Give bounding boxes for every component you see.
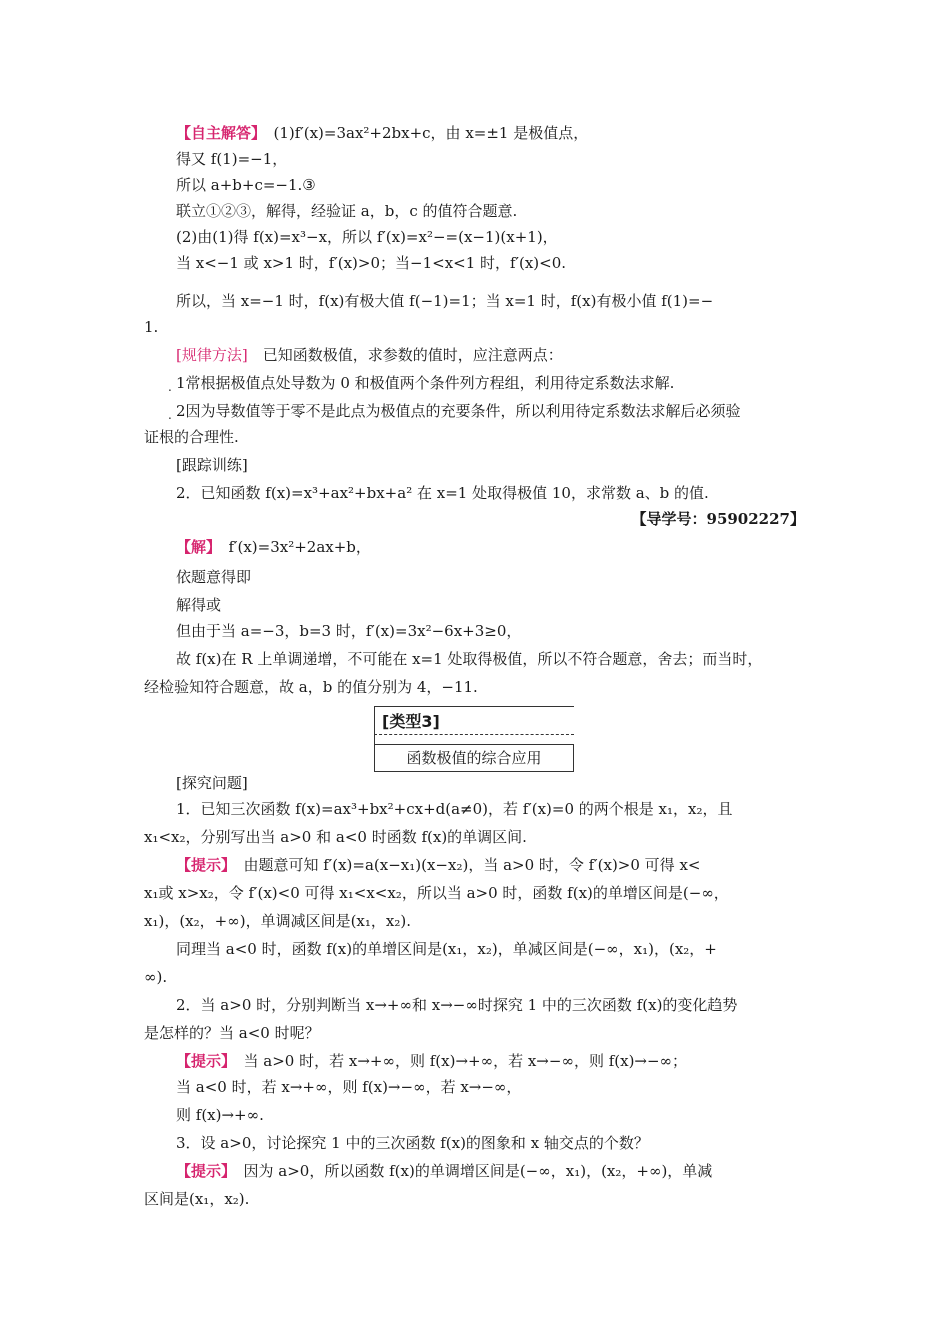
type-box-title: [类型3] bbox=[382, 712, 440, 731]
solution-line-5: (2)由(1)得 f(x)=x³−x，所以 f′(x)=x²−=(x−1)(x+1)， bbox=[176, 228, 558, 246]
method-tag: [规律方法] bbox=[176, 346, 248, 364]
type-box-dashed-line bbox=[374, 734, 574, 735]
explore-q2a: 2．当 a>0 时，分别判断当 x→+∞和 x→−∞时探究 1 中的三次函数 f(x)的变化趋势 bbox=[176, 996, 738, 1014]
solution-line-6: 当 x<−1 或 x>1 时，f′(x)>0；当−1<x<1 时，f′(x)<0. bbox=[176, 254, 567, 272]
method-item-1: 1常根据极值点处导数为 0 和极值两个条件列方程组，利用待定系数法求解. bbox=[176, 374, 675, 392]
type-box-subtitle: 函数极值的综合应用 bbox=[374, 744, 574, 772]
method-line: [规律方法] 已知函数极值，求参数的值时，应注意两点： bbox=[176, 346, 563, 364]
explore-hint-2c: 则 f(x)→+∞. bbox=[176, 1106, 264, 1124]
explore-hint-1b: x₁或 x>x₂，令 f′(x)<0 可得 x₁<x<x₂，所以当 a>0 时，函数 f(x)的单增区间是(−∞， bbox=[144, 884, 729, 902]
guide-number: 【导学号：95902227】 bbox=[631, 510, 805, 528]
explore-hint-3b: 区间是(x₁，x₂). bbox=[144, 1190, 250, 1208]
training-question: 2．已知函数 f(x)=x³+ax²+bx+a² 在 x=1 处取得极值 10，求常数 a、b 的值. bbox=[176, 484, 709, 502]
training-solution-1: 【解】 f′(x)=3x²+2ax+b， bbox=[176, 538, 371, 556]
bullet-dot-1: . bbox=[168, 380, 172, 394]
explore-tag: [探究问题] bbox=[176, 774, 248, 792]
type-box-left-line bbox=[374, 706, 375, 744]
type-box-top-line bbox=[374, 706, 574, 707]
explore-q1b: x₁<x₂，分别写出当 a>0 和 a<0 时函数 f(x)的单调区间. bbox=[144, 828, 527, 846]
solution-line-8: 1. bbox=[144, 318, 159, 336]
method-item-2b: 证根的合理性. bbox=[144, 428, 239, 446]
hint-tag-2: 【提示】 bbox=[176, 1052, 229, 1070]
explore-hint-1a: 【提示】 由题意可知 f′(x)=a(x−x₁)(x−x₂)，当 a>0 时，令 f′(x)>0 可得 x< bbox=[176, 856, 701, 874]
explore-hint-2a: 【提示】 当 a>0 时，若 x→+∞，则 f(x)→+∞，若 x→−∞，则 f(x)→−∞； bbox=[176, 1052, 688, 1070]
method-item-2: 2因为导数值等于零不是此点为极值点的充要条件，所以利用待定系数法求解后必须验 bbox=[176, 402, 741, 420]
training-solution-6: 经检验知符合题意，故 a，b 的值分别为 4，−11. bbox=[144, 678, 478, 696]
explore-hint-1c: x₁)，(x₂，+∞)，单调减区间是(x₁，x₂). bbox=[144, 912, 411, 930]
explore-q2b: 是怎样的？当 a<0 时呢？ bbox=[144, 1024, 320, 1042]
training-solution-3: 解得或 bbox=[176, 596, 222, 614]
explore-hint-1d: 同理当 a<0 时，函数 f(x)的单增区间是(x₁，x₂)，单减区间是(−∞，x₁)，(x₂，+ bbox=[176, 940, 717, 958]
self-solution-tag: 【自主解答】 bbox=[176, 124, 259, 142]
solution-line-7: 所以，当 x=−1 时，f(x)有极大值 f(−1)=1；当 x=1 时，f(x)有极小值 f(1)=− bbox=[176, 292, 714, 310]
bullet-dot-2: . bbox=[168, 408, 172, 422]
solution-line-1: 【自主解答】 (1)f′(x)=3ax²+2bx+c，由 x=±1 是极值点， bbox=[176, 124, 589, 142]
solution-line-4: 联立①②③，解得，经验证 a，b，c 的值符合题意. bbox=[176, 202, 518, 220]
solution-line-3: 所以 a+b+c=−1.③ bbox=[176, 176, 316, 194]
training-solution-2: 依题意得即 bbox=[176, 568, 252, 586]
hint-tag-1: 【提示】 bbox=[176, 856, 229, 874]
solution-line-2: 得又 f(1)=−1， bbox=[176, 150, 288, 168]
explore-hint-1e: ∞). bbox=[144, 968, 168, 986]
training-solution-5: 故 f(x)在 R 上单调递增，不可能在 x=1 处取得极值，所以不符合题意，舍去；而当时， bbox=[176, 650, 763, 668]
training-solution-4: 但由于当 a=−3，b=3 时，f′(x)=3x²−6x+3≥0， bbox=[176, 622, 522, 640]
solution-tag: 【解】 bbox=[176, 538, 214, 556]
explore-q3: 3．设 a>0，讨论探究 1 中的三次函数 f(x)的图象和 x 轴交点的个数？ bbox=[176, 1134, 649, 1152]
explore-hint-3a: 【提示】 因为 a>0，所以函数 f(x)的单调增区间是(−∞，x₁)，(x₂，+∞)，单减 bbox=[176, 1162, 713, 1180]
explore-hint-2b: 当 a<0 时，若 x→+∞，则 f(x)→−∞，若 x→−∞， bbox=[176, 1078, 522, 1096]
explore-q1a: 1．已知三次函数 f(x)=ax³+bx²+cx+d(a≠0)，若 f′(x)=0 的两个根是 x₁，x₂，且 bbox=[176, 800, 733, 818]
training-tag: [跟踪训练] bbox=[176, 456, 248, 474]
hint-tag-3: 【提示】 bbox=[176, 1162, 229, 1180]
type-box bbox=[374, 706, 574, 772]
